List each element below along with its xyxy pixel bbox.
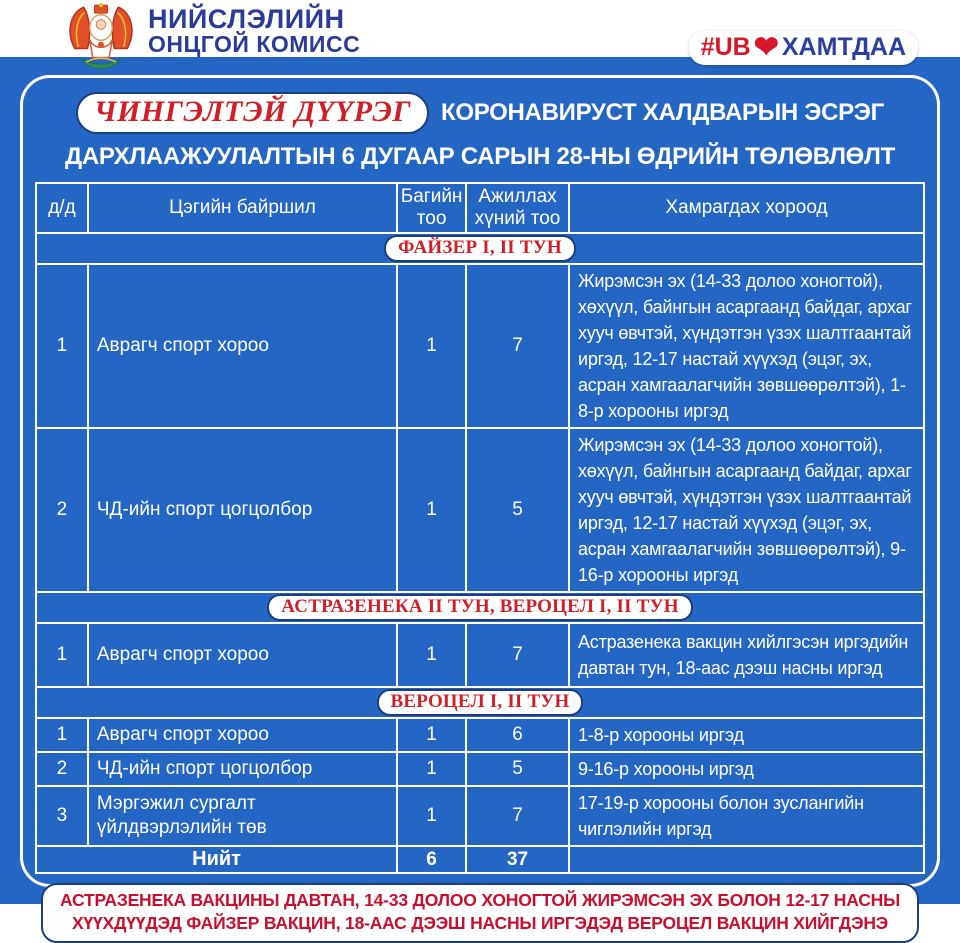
blue-background-band bbox=[0, 57, 960, 933]
location-cell: Аврагч спорт хороо bbox=[88, 264, 397, 428]
row-number-cell: 3 bbox=[36, 786, 88, 846]
poster-title bbox=[35, 92, 925, 171]
table-row bbox=[36, 428, 924, 592]
section-header-verocell bbox=[36, 687, 924, 718]
ulaanbaatar-emblem-logo bbox=[62, 2, 140, 74]
section-header-astrazeneca bbox=[36, 592, 924, 623]
col-header-khoroos: Хамрагдах хороод bbox=[569, 183, 924, 233]
row-number-cell: 1 bbox=[36, 264, 88, 428]
section-pill-pfizer: ФАЙЗЕР I, II ТУН bbox=[384, 235, 576, 262]
khoroos-cell: 1-8-р хорооны иргэд bbox=[569, 718, 924, 752]
col-header-staff: Ажиллах хүний тоо bbox=[466, 183, 569, 233]
row-number-cell: 2 bbox=[36, 752, 88, 786]
hashtag-prefix: #UB bbox=[700, 33, 751, 61]
col-header-teams: Багийн тоо bbox=[397, 183, 466, 233]
teams-cell: 1 bbox=[397, 623, 466, 687]
location-cell: Аврагч спорт хороо bbox=[88, 623, 397, 687]
table-row bbox=[36, 786, 924, 846]
staff-cell: 7 bbox=[466, 786, 569, 846]
teams-cell: 1 bbox=[397, 264, 466, 428]
table-header-row bbox=[36, 183, 924, 233]
khoroos-cell: Жирэмсэн эх (14-33 долоо хоногтой), хөхүүл, байнгын асаргаанд байдаг, архаг хууч өвчтэй, хүндэтгэн үзэх шалтгаантай иргэд, 12-17 настай хүүхэд (эцэг, эх, асран хамгаалагчийн зөвшөөрөлтэй), 1-8-р хорооны иргэд bbox=[569, 264, 924, 428]
location-cell: ЧД-ийн спорт цогцолбор bbox=[88, 752, 397, 786]
staff-cell: 6 bbox=[466, 718, 569, 752]
khoroos-cell: 17-19-р хорооны болон зуслангийн чиглэлийн иргэд bbox=[569, 786, 924, 846]
total-row bbox=[36, 846, 924, 873]
total-empty-cell bbox=[569, 846, 924, 873]
notice-banner: АСТРАЗЕНЕКА ВАКЦИНЫ ДАВТАН, 14-33 ДОЛОО ХОНОГТОЙ ЖИРЭМСЭН ЭХ БОЛОН 12-17 НАСНЫ ХҮҮХДҮҮДЭД ФАЙЗЕР ВАКЦИН, 18-ААС ДЭЭШ НАСНЫ ИРГЭДЭД ВЕРОЦЕЛ ВАКЦИН ХИЙГДЭНЭ bbox=[41, 883, 919, 943]
table-row bbox=[36, 623, 924, 687]
row-number-cell: 2 bbox=[36, 428, 88, 592]
col-header-number: д/д bbox=[36, 183, 88, 233]
vaccination-schedule-table bbox=[35, 182, 925, 874]
col-header-location: Цэгийн байршил bbox=[88, 183, 397, 233]
teams-cell: 1 bbox=[397, 752, 466, 786]
total-staff-cell: 37 bbox=[466, 846, 569, 873]
table-row bbox=[36, 264, 924, 428]
table-row bbox=[36, 752, 924, 786]
total-teams-cell: 6 bbox=[397, 846, 466, 873]
title-rest-text: КОРОНАВИРУСТ ХАЛДВАРЫН ЭСРЭГ bbox=[441, 99, 884, 126]
table-row bbox=[36, 718, 924, 752]
content-panel bbox=[20, 75, 940, 933]
heart-icon: ❤ bbox=[753, 30, 779, 64]
location-cell: Мэргэжил сургалт үйлдвэрлэлийн төв bbox=[88, 786, 397, 846]
org-name-line2: ОНЦГОЙ КОМИСС bbox=[148, 31, 361, 58]
organization-name bbox=[148, 5, 360, 57]
hashtag-suffix: ХАМТДАА bbox=[781, 33, 906, 61]
teams-cell: 1 bbox=[397, 786, 466, 846]
header-strip bbox=[0, 0, 960, 64]
staff-cell: 7 bbox=[466, 264, 569, 428]
section-header-pfizer bbox=[36, 233, 924, 264]
hashtag-badge bbox=[689, 31, 918, 65]
title-line-1 bbox=[35, 92, 925, 134]
khoroos-cell: 9-16-р хорооны иргэд bbox=[569, 752, 924, 786]
location-cell: ЧД-ийн спорт цогцолбор bbox=[88, 428, 397, 592]
row-number-cell: 1 bbox=[36, 718, 88, 752]
khoroos-cell: Астразенека вакцин хийлгэсэн иргэдийн давтан тун, 18-аас дээш насны иргэд bbox=[569, 623, 924, 687]
total-label-cell: Нийт bbox=[36, 846, 397, 873]
staff-cell: 5 bbox=[466, 752, 569, 786]
teams-cell: 1 bbox=[397, 718, 466, 752]
staff-cell: 5 bbox=[466, 428, 569, 592]
khoroos-cell: Жирэмсэн эх (14-33 долоо хоногтой), хөхүүл, байнгын асаргаанд байдаг, архаг хууч өвчтэй, хүндэтгэн үзэх шалтгаантай иргэд, 12-17 настай хүүхэд (эцэг, эх, асран хамгаалагчийн зөвшөөрөлтэй), 9-16-р хорооны иргэд bbox=[569, 428, 924, 592]
section-pill-verocell: ВЕРОЦЕЛ I, II ТУН bbox=[377, 689, 584, 716]
row-number-cell: 1 bbox=[36, 623, 88, 687]
title-line-2: ДАРХЛААЖУУЛАЛТЫН 6 ДУГААР САРЫН 28-НЫ ӨДРИЙН ТӨЛӨВЛӨЛТ bbox=[65, 143, 895, 170]
teams-cell: 1 bbox=[397, 428, 466, 592]
staff-cell: 7 bbox=[466, 623, 569, 687]
section-pill-astrazeneca: АСТРАЗЕНЕКА II ТУН, ВЕРОЦЕЛ I, II ТУН bbox=[267, 594, 692, 621]
location-cell: Аврагч спорт хороо bbox=[88, 718, 397, 752]
district-badge: ЧИНГЭЛТЭЙ ДҮҮРЭГ bbox=[76, 92, 429, 134]
org-name-line1: НИЙСЛЭЛИЙН bbox=[148, 4, 345, 34]
